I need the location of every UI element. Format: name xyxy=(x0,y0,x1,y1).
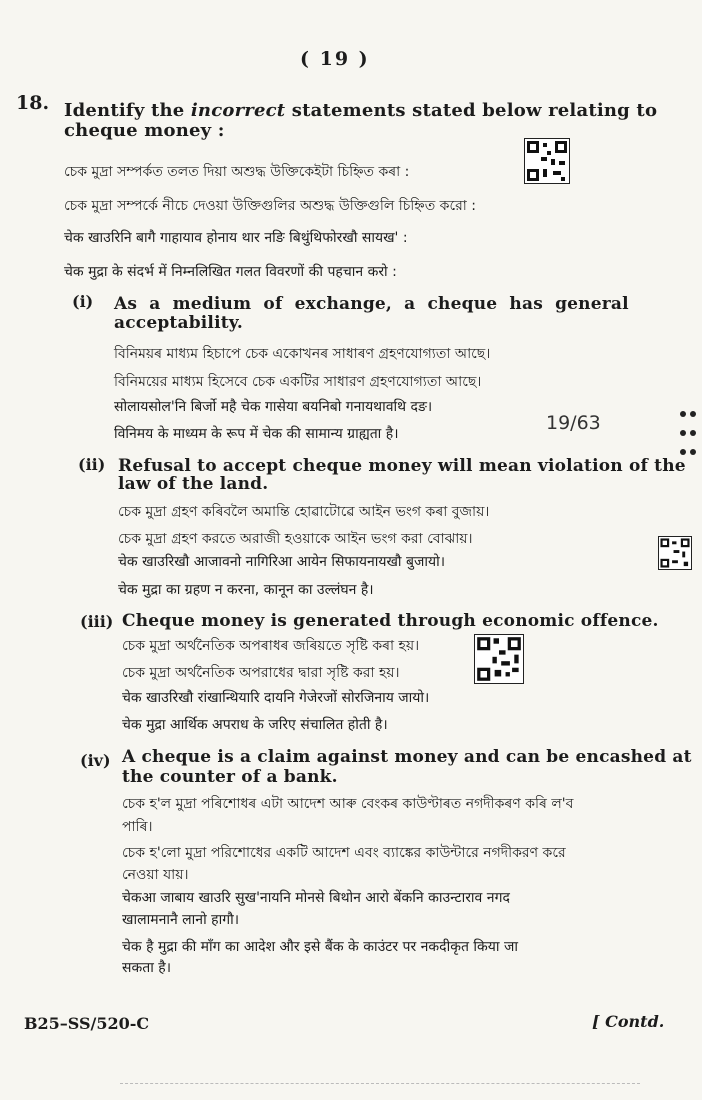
option-text-bodo: चेक खाउरिखौ रांखान्थियारि दायनि गेजेरजों सोरजिनाय जायो। xyxy=(122,690,430,706)
divider xyxy=(120,1083,640,1084)
question-text-en-line2: cheque money : xyxy=(64,120,225,141)
question-prompt-bodo: चेक खाउरिनि बागै गाहायाव होनाय थार नङि बिथुंथिफोरखौ सायख' : xyxy=(64,230,408,246)
continued-label: [ Contd. xyxy=(592,1012,665,1031)
question-number: 18. xyxy=(16,92,50,114)
option-text-hindi: चेक मुद्रा का ग्रहण न करना, कानून का उल्लंघन है। xyxy=(118,582,374,598)
page-number: ( 19 ) xyxy=(300,48,370,70)
option-text-en-line2: acceptability. xyxy=(114,313,244,333)
option-text-bengali: বিনিময়ের মাধ্যম হিসেবে চেক একটির সাধারণ গ্রহণযোগ্যতা আছে। xyxy=(114,374,482,390)
option-text-bengali: চেক মুদ্রা গ্রহণ করতে অরাজী হওয়াকে আইন ভংগ করা বোঝায়। xyxy=(118,531,473,547)
paper-code: B25–SS/520-C xyxy=(24,1014,150,1033)
option-text-en: As a medium of exchange, a cheque has general xyxy=(114,294,629,314)
option-label: (ii) xyxy=(78,455,106,474)
question-text-en xyxy=(64,100,657,121)
option-text-en-line2: the counter of a bank. xyxy=(122,767,338,787)
option-text-en-line2: law of the land. xyxy=(118,474,269,494)
option-text-assamese: বিনিময়ৰ মাধ্যম হিচাপে চেক একোখনৰ সাধাৰণ গ্ৰহণযোগ্যতা আছে। xyxy=(114,346,491,362)
option-text-en: Cheque money is generated through economic offence. xyxy=(122,611,659,631)
option-text-bengali: চেক হ'লো মুদ্রা পরিশোধের একটি আদেশ এবং ব্যাঙ্কের কাউন্টারে নগদীকরণ করে xyxy=(122,845,566,861)
question-emphasis: incorrect xyxy=(190,100,286,121)
option-text-hindi: विनिमय के माध्यम के रूप में चेक की सामान्य ग्राह्यता है। xyxy=(114,426,399,442)
option-text-bodo: सोलायसोल'नि बिर्जो महै चेक गासेया बयनिबो गनायथावथि दङ। xyxy=(114,399,433,415)
option-text-hindi: चेक मुद्रा आर्थिक अपराध के जरिए संचालित होती है। xyxy=(122,717,388,733)
qr-code-icon xyxy=(524,138,570,184)
option-text-assamese: চেক মুদ্ৰা অৰ্থনৈতিক অপৰাধৰ জৰিয়তে সৃষ্টি কৰা হয়। xyxy=(122,638,420,654)
question-text-a: Identify the xyxy=(64,100,185,121)
question-text-b: statements stated below relating to xyxy=(291,100,658,121)
option-text-assamese: চেক হ'ল মুদ্ৰা পৰিশোধৰ এটা আদেশ আৰু বেংকৰ কাউণ্টাৰত নগদীকৰণ কৰি ল'ব xyxy=(122,796,574,812)
option-text-hindi: चेक है मुद्रा की माँग का आदेश और इसे बैंक के काउंटर पर नकदीकृत किया जा xyxy=(122,939,519,955)
option-text-bodo: चेकआ जाबाय खाउरि सुख'नायनि मोनसे बिथोन आरो बेंकनि काउन्टाराव नगद xyxy=(122,890,510,906)
question-prompt-assamese: চেক মুদ্ৰা সম্পৰ্কত তলত দিয়া অশুদ্ধ উক্তিকেইটা চিহ্নিত কৰা : xyxy=(64,164,410,180)
option-text-hindi-line2: सकता है। xyxy=(122,960,172,976)
option-text-bodo-line2: खालामनानै लानो हागौ। xyxy=(122,912,240,928)
option-text-en: A cheque is a claim against money and can be encashed at xyxy=(122,747,692,767)
option-label: (iii) xyxy=(80,612,114,631)
more-options-icon[interactable] xyxy=(678,404,700,461)
option-label: (i) xyxy=(72,292,94,311)
option-label: (iv) xyxy=(80,751,111,770)
qr-code-icon xyxy=(474,634,524,684)
qr-code-icon xyxy=(658,536,692,570)
option-text-assamese-line2: পাৰি। xyxy=(122,819,153,835)
option-text-bodo: चेक खाउरिखौ आजावनो नागिरिआ आयेन सिफायनायखौ बुजायो। xyxy=(118,554,446,570)
page-counter: 19/63 xyxy=(546,412,601,434)
option-text-en: Refusal to accept cheque money will mean violation of the xyxy=(118,456,686,476)
option-text-bengali-line2: নেওয়া যায়। xyxy=(122,867,189,883)
question-prompt-bengali: চেক মুদ্রা সম্পর্কে নীচে দেওয়া উক্তিগুলির অশুদ্ধ উক্তিগুলি চিহ্নিত করো : xyxy=(64,198,476,214)
question-prompt-hindi: चेक मुद्रा के संदर्भ में निम्नलिखित गलत विवरणों की पहचान करो : xyxy=(64,264,397,280)
option-text-assamese: চেক মুদ্ৰা গ্ৰহণ কৰিবলৈ অমান্তি হোৱাটোৱে আইন ভংগ কৰা বুজায়। xyxy=(118,504,490,520)
option-text-bengali: চেক মুদ্রা অর্থনৈতিক অপরাধের দ্বারা সৃষ্টি করা হয়। xyxy=(122,665,400,681)
